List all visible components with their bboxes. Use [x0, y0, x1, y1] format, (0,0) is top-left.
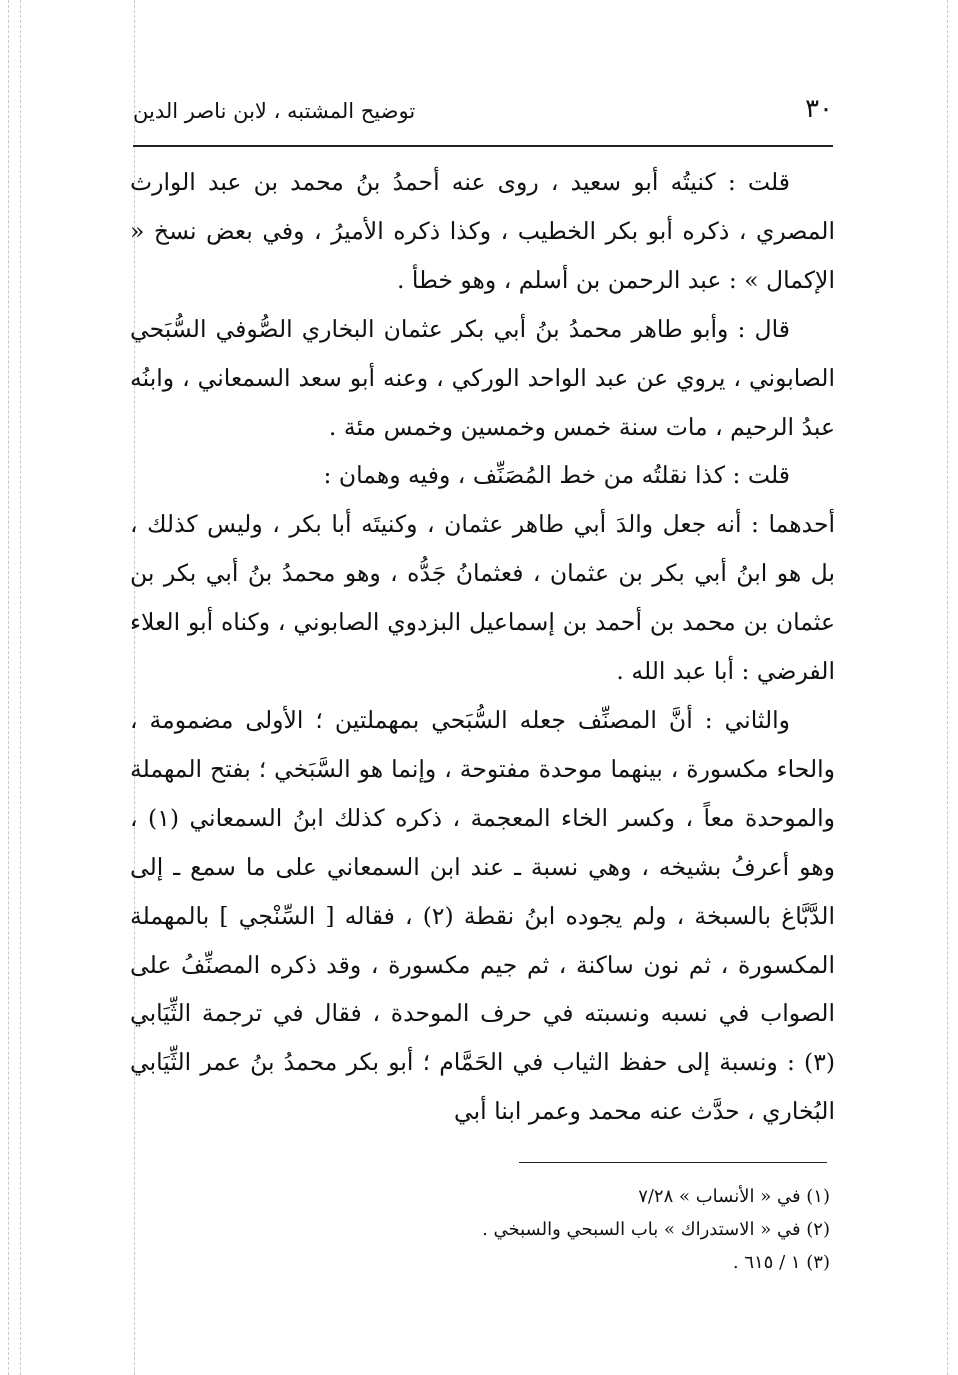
paragraph-1: قلت : كنيتُه أبو سعيد ، روى عنه أحمدُ بنُ محمد بن عبد الوارث المصري ، ذكره أبو بكر الخطيب ، وكذا ذكره الأميرُ ، وفي بعض نسخ « الإكمال » : عبد الرحمن بن أسلم ، وهو خطأ .	[130, 168, 835, 294]
right-margin-guide	[947, 0, 948, 1375]
footnote-3: (٣) ١ / ٦١٥ .	[732, 1252, 830, 1273]
left-margin-guide	[8, 0, 9, 1375]
page-header	[133, 88, 833, 136]
paragraph-3: قلت : كذا نقلتُه من خط المُصَنِّف ، وفيه وهمان :	[323, 461, 790, 490]
footnotes	[420, 1180, 830, 1279]
paragraph-5: والثاني : أنَّ المصنِّف جعله السُّبَحي بمهملتين ؛ الأولى مضمومة ، والحاء مكسورة ، بينهما موحدة مفتوحة ، وإنما هو السَّبَخي ؛ بفتح المهملة والموحدة معاً ، وكسر الخاء المعجمة ، ذكره كذلك ابنُ السمعاني (١) ، وهو أعرفُ بشيخه ، وهي نسبة ـ عند ابن السمعاني على ما سمع ـ إلى الدَّبَّاغ بالسبخة ، ولم يجوده ابنُ نقطة (٢) ، فقاله [ السِّنْجي ] بالمهملة المكسورة ، ثم نون ساكنة ، ثم جيم مكسورة ، وقد ذكره المصنِّفُ على الصواب في نسبه ونسبته في حرف الموحدة ، فقال في ترجمة الثِّيَابي (٣) : ونسبة إلى حفظ الثياب في الحَمَّام ؛ أبو بكر محمدُ بنُ عمر الثِّيَابي البُخاري ، حدَّث عنه محمد وعمر ابنا أبي	[130, 705, 835, 1126]
footnote-divider	[519, 1162, 827, 1163]
paragraph-2: قال : وأبو طاهر محمدُ بنُ أبي بكر عثمان البخاري الصُّوفي السُّبَحي الصابوني ، يروي عن عبد الواحد الوركي ، وعنه أبو سعد السمعاني ، وابنُه عبدُ الرحيم ، مات سنة خمس وخمسين وخمس مئة .	[130, 314, 835, 441]
paragraph-4: أحدهما : أنه جعل والدَ أبي طاهر عثمان ، وكنيتَه أبا بكر ، وليس كذلك ، بل هو ابنُ أبي بكر بن عثمان ، فعثمانُ جَدُّه ، وهو محمدُ بنُ أبي بكر بن عثمان بن محمد بن أحمد بن إسماعيل البزدوي الصابوني ، وكناه أبو العلاء الفرضي : أبا عبد الله .	[130, 510, 835, 686]
left-margin-guide-inner	[20, 0, 21, 1375]
running-title: توضيح المشتبه ، لابن ناصر الدين	[133, 99, 416, 123]
footnote-2: (٢) في « الاستدراك » باب السبحي والسبخي .	[482, 1219, 830, 1240]
main-text	[130, 158, 835, 1136]
header-divider	[133, 145, 833, 147]
page-number: ٣٠	[805, 94, 833, 124]
footnote-1: (١) في « الأنساب » ٧/٢٨	[638, 1186, 830, 1207]
